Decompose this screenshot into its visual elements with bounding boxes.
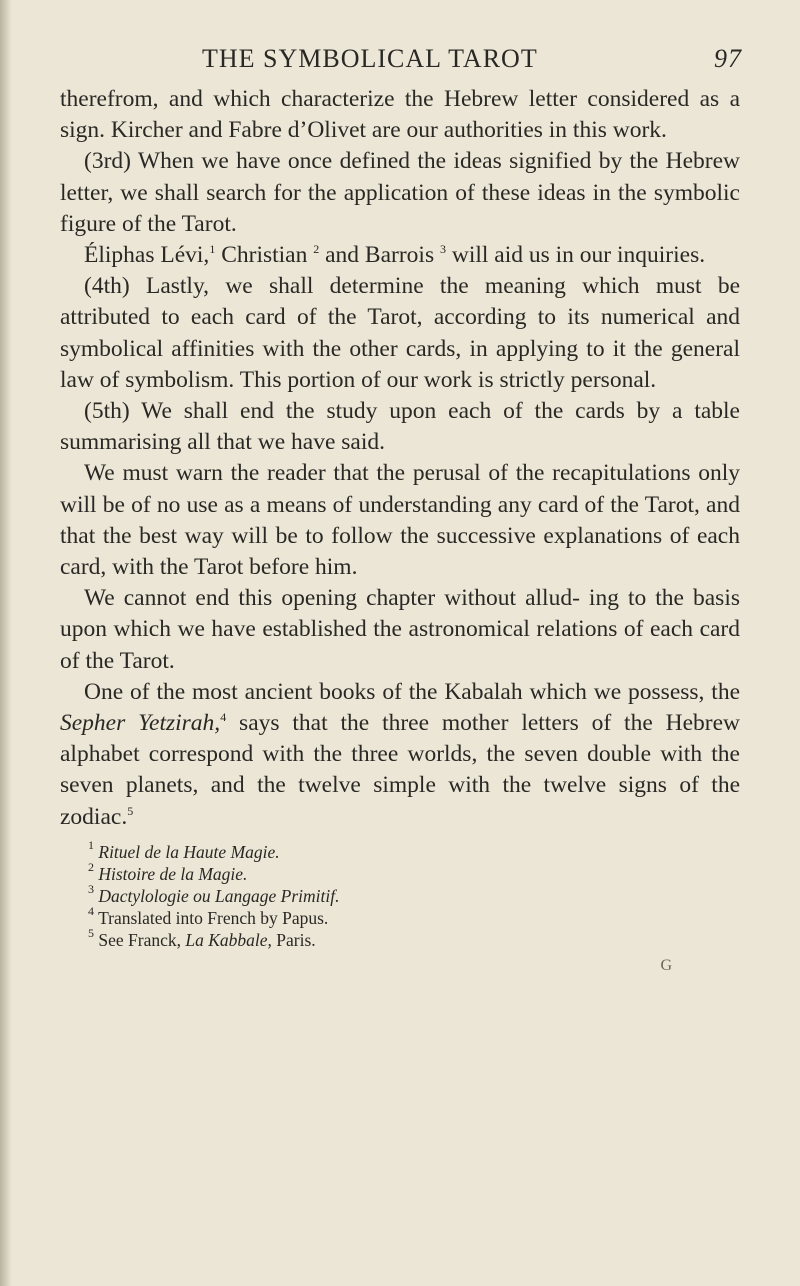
footnote: $^3$ Dactylologie ou Langage Primitif. [88, 881, 340, 906]
footnote-ref: 5 [127, 803, 134, 818]
footnote-ref: 4 [220, 710, 227, 725]
footnote-ref: 3 [439, 242, 446, 257]
paragraph: (4th) Lastly, we shall determine the meaning which must be attributed to each card of the Tarot, according to its numerical and symbolical affinities with the other cards, in applying to it the general law of symbolism. This portion of our work is strictly personal. [60, 273, 740, 393]
page-number: 97 [714, 44, 742, 73]
book-page [60, 44, 740, 975]
footnote: $^2$ Histoire de la Magie. [88, 859, 248, 884]
footnote: $^5$ See Franck, La Kabbale, Paris. [88, 925, 316, 950]
footnote-ref: 1 [209, 242, 216, 257]
running-header [60, 44, 740, 84]
paragraph: (3rd) When we have once defined the ideas signified by the Hebrew letter, we shall search for the application of these ideas in the symbolic figure of the Tarot. [60, 148, 740, 237]
body-text [60, 84, 740, 833]
paragraph: One of the most ancient books of the Kabalah which we possess, the Sepher Yetzirah,$^4$ says that the three mother letters of the Hebrew alphabet correspond with the three worlds, the seven double with the seven planets, and the twelve simple with the twelve signs of the zodiac.$^5$ [60, 678, 740, 830]
paragraph: (5th) We shall end the study upon each of the cards by a table summarising all that we have said. [60, 398, 740, 456]
page-spine-shadow [0, 0, 12, 1286]
paragraph: We cannot end this opening chapter without allud- ing to the basis upon which we have established the astronomical relations of each card of the Tarot. [60, 585, 740, 674]
signature-mark: G [660, 956, 672, 974]
footnote-ref: 2 [313, 242, 320, 257]
paragraph: Éliphas Lévi,$^1$ Christian $^2$ and Barrois $^3$ will aid us in our inquiries. [84, 242, 706, 269]
footnote: $^1$ Rituel de la Haute Magie. [88, 837, 280, 862]
footnotes [60, 837, 740, 951]
paragraph: therefrom, and which characterize the Hebrew letter considered as a sign. Kircher and Fabre d’Olivet are our authorities in this work. [60, 86, 740, 144]
book-title: Sepher Yetzirah, [60, 710, 221, 737]
running-title: THE SYMBOLICAL TAROT [202, 44, 538, 73]
paragraph: We must warn the reader that the perusal of the recapitulations only will be of no use as a means of understanding any card of the Tarot, and that the best way will be to follow the successive explanations of each card, with the Tarot before him. [60, 460, 740, 581]
footnote: $^4$ Translated into French by Papus. [88, 903, 329, 928]
